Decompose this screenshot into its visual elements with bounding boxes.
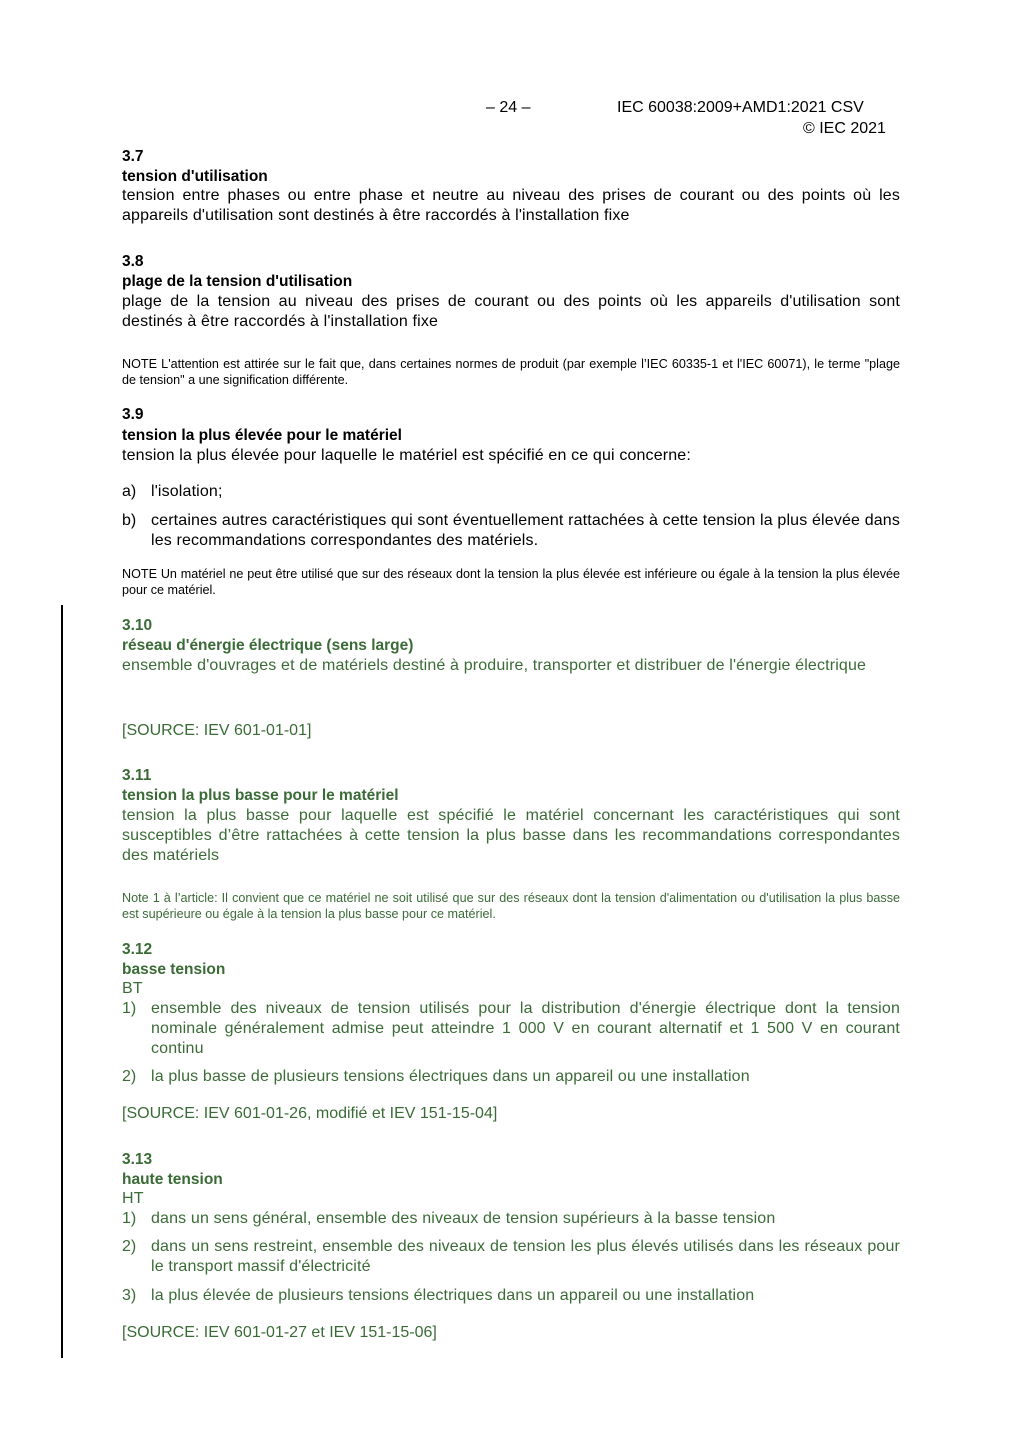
list-label: a) xyxy=(122,483,137,500)
clause-number: 3.10 xyxy=(122,617,153,634)
term-title: basse tension xyxy=(122,961,226,978)
list-item xyxy=(122,1237,900,1277)
page-number: – 24 – xyxy=(486,99,531,116)
source-reference: [SOURCE: IEV 601-01-27 et IEV 151-15-06] xyxy=(122,1324,437,1341)
clause-number: 3.9 xyxy=(122,406,144,423)
list-text: certaines autres caractéristiques qui sont éventuellement rattachées à cette tension la plus élevée dans les recommandations correspondantes des matériels. xyxy=(151,512,900,549)
document-id: IEC 60038:2009+AMD1:2021 CSV xyxy=(617,99,864,116)
list-label: 3) xyxy=(122,1287,137,1304)
list-label: 1) xyxy=(122,1210,137,1227)
list-label: 1) xyxy=(122,1000,137,1017)
list-label: b) xyxy=(122,512,137,529)
term-abbreviation: HT xyxy=(122,1190,144,1207)
note: NOTE Un matériel ne peut être utilisé que sur des réseaux dont la tension la plus élevée est inférieure ou égale à la tension la plus élevée pour ce matériel. xyxy=(122,567,900,597)
term-definition: tension la plus élevée pour laquelle le matériel est spécifié en ce qui concerne: xyxy=(122,447,691,464)
clause-number: 3.7 xyxy=(122,148,144,165)
change-bar xyxy=(61,605,63,1358)
term-title: plage de la tension d'utilisation xyxy=(122,273,353,290)
clause-number: 3.8 xyxy=(122,253,144,270)
list-item xyxy=(122,482,900,502)
source-reference: [SOURCE: IEV 601-01-26, modifié et IEV 151-15-04] xyxy=(122,1105,498,1122)
list-item xyxy=(122,1286,900,1306)
list-item xyxy=(122,511,900,551)
term-definition: tension la plus basse pour laquelle est spécifié le matériel concernant les caractéristiques qui sont susceptibles d’être rattachées à cette tension la plus basse dans les recommandations correspondantes des matériels xyxy=(122,807,900,864)
term-definition: ensemble d'ouvrages et de matériels destiné à produire, transporter et distribuer de l'énergie électrique xyxy=(122,657,867,674)
list-text: l'isolation; xyxy=(151,483,223,500)
term-title: tension la plus élevée pour le matériel xyxy=(122,427,402,444)
list-label: 2) xyxy=(122,1068,137,1085)
clause-number: 3.13 xyxy=(122,1151,153,1168)
term-definition: tension entre phases ou entre phase et neutre au niveau des prises de courant ou des points où les appareils d'utilisation sont destinés à être raccordés à l'installation fixe xyxy=(122,187,900,224)
clause-number: 3.11 xyxy=(122,767,152,784)
note: Note 1 à l’article: Il convient que ce matériel ne soit utilisé que sur des réseaux dont la tension d'alimentation ou d'utilisation la plus basse est supérieure ou égale à la tension la plus basse pour ce matériel. xyxy=(122,891,900,921)
term-definition: plage de la tension au niveau des prises de courant ou des points où les appareils d'utilisation sont destinés à être raccordés à l'installation fixe xyxy=(122,293,900,330)
source-reference: [SOURCE: IEV 601-01-01] xyxy=(122,722,312,739)
list-label: 2) xyxy=(122,1238,137,1255)
term-abbreviation: BT xyxy=(122,980,143,997)
term-title: haute tension xyxy=(122,1171,223,1188)
list-item xyxy=(122,1209,900,1229)
list-text: dans un sens général, ensemble des niveaux de tension supérieurs à la basse tension xyxy=(151,1210,776,1227)
term-title: réseau d'énergie électrique (sens large) xyxy=(122,637,414,654)
list-text: dans un sens restreint, ensemble des niveaux de tension les plus élevés utilisés dans les réseaux pour le transport massif d'électricité xyxy=(151,1238,900,1275)
note: NOTE L'attention est attirée sur le fait que, dans certaines normes de produit (par exemple l’IEC 60335-1 et l'IEC 60071), le terme "plage de tension" a une signification différente. xyxy=(122,357,900,387)
list-text: la plus élevée de plusieurs tensions électriques dans un appareil ou une installation xyxy=(151,1287,755,1304)
clause-number: 3.12 xyxy=(122,941,153,958)
list-item xyxy=(122,1067,900,1087)
list-text: ensemble des niveaux de tension utilisés pour la distribution d'énergie électrique dont la tension nominale généralement admise peut atteindre 1 000 V en courant alternatif et 1 500 V en courant continu xyxy=(151,1000,900,1057)
list-text: la plus basse de plusieurs tensions électriques dans un appareil ou une installation xyxy=(151,1068,750,1085)
term-title: tension la plus basse pour le matériel xyxy=(122,787,399,804)
copyright-notice: © IEC 2021 xyxy=(803,120,886,137)
term-title: tension d'utilisation xyxy=(122,168,268,185)
list-item xyxy=(122,999,900,1059)
